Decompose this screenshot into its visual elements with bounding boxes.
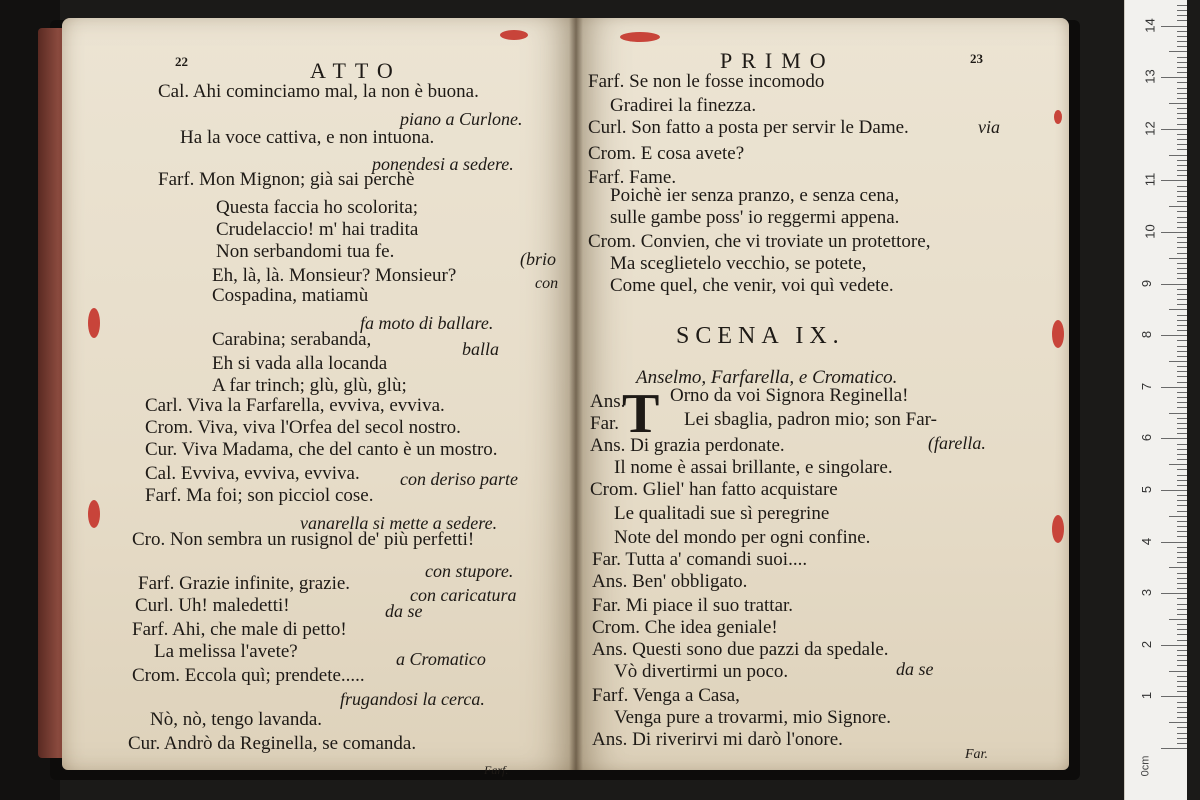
catchword: Far. xyxy=(965,747,988,762)
verse-line: Cur. Andrò da Reginella, se comanda. xyxy=(128,733,417,754)
ruler-tick xyxy=(1177,573,1187,574)
ruler-tick xyxy=(1177,609,1187,610)
ruler-number: 14 xyxy=(1142,17,1158,33)
ruler-tick xyxy=(1177,495,1187,496)
stage-direction: fa moto di ballare. xyxy=(360,313,494,333)
book-gutter xyxy=(569,18,583,770)
ruler-tick xyxy=(1169,516,1187,517)
verse-line: Crom. Convien, che vi troviate un protettore, xyxy=(588,231,931,252)
ruler-tick xyxy=(1177,712,1187,713)
ruler-tick xyxy=(1177,237,1187,238)
verse-line: A far trinch; glù, glù, glù; xyxy=(212,375,407,396)
ruler-tick xyxy=(1161,77,1187,78)
ruler-tick xyxy=(1169,309,1187,310)
ruler-tick xyxy=(1169,567,1187,568)
ruler-tick xyxy=(1177,289,1187,290)
ruler-tick xyxy=(1177,366,1187,367)
ruler-tick xyxy=(1177,247,1187,248)
verse-line: Lei sbaglia, padron mio; son Far- xyxy=(684,409,937,430)
ruler-tick xyxy=(1177,402,1187,403)
red-stain xyxy=(1052,515,1064,543)
ruler-number: 11 xyxy=(1142,173,1158,187)
ruler-tick xyxy=(1177,629,1187,630)
ruler-tick xyxy=(1177,325,1187,326)
ruler-tick xyxy=(1161,335,1187,336)
ruler-tick xyxy=(1169,206,1187,207)
verse-line: Ans. Ben' obbligato. xyxy=(592,571,748,592)
right-running-header: PRIMO xyxy=(720,48,835,73)
verse-line: Le qualitadi sue sì peregrine xyxy=(614,503,830,524)
stage-direction: frugandosi la cerca. xyxy=(340,689,485,709)
verse-line: Ma sceglietelo vecchio, se potete, xyxy=(610,253,867,274)
ruler-tick xyxy=(1177,526,1187,527)
ruler-tick xyxy=(1177,702,1187,703)
ruler-tick xyxy=(1177,397,1187,398)
left-page-number: 22 xyxy=(175,54,188,69)
left-running-header: ATTO xyxy=(310,58,402,83)
ruler-tick xyxy=(1177,624,1187,625)
ruler-tick xyxy=(1177,356,1187,357)
ruler-tick xyxy=(1177,743,1187,744)
verse-line: Gradirei la finezza. xyxy=(610,95,757,116)
ruler-tick xyxy=(1177,134,1187,135)
ruler-tick xyxy=(1177,20,1187,21)
ruler-tick xyxy=(1177,444,1187,445)
verse-line: Non serbandomi tua fe. xyxy=(216,241,395,262)
measuring-ruler xyxy=(1124,0,1187,800)
ruler-tick xyxy=(1177,588,1187,589)
ruler-tick xyxy=(1177,217,1187,218)
ruler-number: 9 xyxy=(1139,279,1155,287)
ruler-tick xyxy=(1177,273,1187,274)
ruler-tick xyxy=(1177,201,1187,202)
ruler-tick xyxy=(1177,57,1187,58)
ruler-tick xyxy=(1177,578,1187,579)
ruler-tick xyxy=(1177,67,1187,68)
ruler-tick xyxy=(1177,676,1187,677)
ruler-tick xyxy=(1177,15,1187,16)
ruler-tick xyxy=(1177,299,1187,300)
red-stain xyxy=(88,308,100,338)
verse-line: Ans. Questi sono due pazzi da spedale. xyxy=(592,639,889,660)
ruler-tick xyxy=(1169,722,1187,723)
speaker-label: Far. xyxy=(590,413,620,434)
ruler-tick xyxy=(1177,480,1187,481)
ruler-tick xyxy=(1161,490,1187,491)
ruler-tick xyxy=(1177,191,1187,192)
ruler-tick xyxy=(1177,88,1187,89)
ruler-tick xyxy=(1177,340,1187,341)
stage-direction: via xyxy=(978,117,1000,137)
ruler-tick xyxy=(1177,738,1187,739)
verse-line: Cal. Ahi cominciamo mal, la non è buona. xyxy=(158,81,479,102)
ruler-number: 1 xyxy=(1139,692,1155,700)
ruler-tick xyxy=(1177,149,1187,150)
ruler-tick xyxy=(1177,72,1187,73)
stage-direction: con caricatura xyxy=(410,585,517,605)
ruler-tick xyxy=(1177,407,1187,408)
ruler-tick xyxy=(1177,531,1187,532)
stage-direction: da se xyxy=(896,659,934,679)
ruler-tick xyxy=(1177,62,1187,63)
ruler-tick xyxy=(1177,392,1187,393)
verse-line: Cospadina, matiamù xyxy=(212,285,369,306)
verse-line: Ans. Di riverirvi mi darò l'onore. xyxy=(592,729,843,750)
ruler-tick xyxy=(1177,717,1187,718)
verse-line: Cal. Evviva, evviva, evviva. xyxy=(145,463,360,484)
ruler-tick xyxy=(1169,619,1187,620)
ruler-tick xyxy=(1177,536,1187,537)
ruler-tick xyxy=(1177,640,1187,641)
scene-characters: Anselmo, Farfarella, e Cromatico. xyxy=(636,367,898,388)
ruler-tick xyxy=(1177,733,1187,734)
ruler-tick xyxy=(1177,330,1187,331)
verse-line: Crudelaccio! m' hai tradita xyxy=(216,219,419,240)
verse-line: Farf. Ahi, che male di petto! xyxy=(132,619,347,640)
ruler-tick xyxy=(1177,268,1187,269)
ruler-tick xyxy=(1177,511,1187,512)
catchword: Farf. xyxy=(484,763,509,777)
verse-line: Eh si vada alla locanda xyxy=(212,353,388,374)
red-stain xyxy=(1054,110,1062,124)
verse-line: Note del mondo per ogni confine. xyxy=(614,527,871,548)
verse-line: Ha la voce cattiva, e non intuona. xyxy=(180,127,435,148)
speaker-label: Ans. xyxy=(590,391,626,412)
ruler-tick xyxy=(1177,170,1187,171)
ruler-number: 12 xyxy=(1142,121,1158,136)
ruler-tick xyxy=(1177,82,1187,83)
ruler-number: 2 xyxy=(1139,640,1155,648)
ruler-tick xyxy=(1177,665,1187,666)
ruler-tick xyxy=(1177,304,1187,305)
ruler-tick xyxy=(1177,315,1187,316)
verse-line: sulle gambe poss' io reggermi appena. xyxy=(610,207,900,228)
stage-direction: piano a Curlone. xyxy=(400,109,523,129)
verse-line: Far. Mi piace il suo trattar. xyxy=(592,595,794,616)
ruler-number: 8 xyxy=(1139,331,1155,339)
ruler-tick xyxy=(1177,253,1187,254)
ruler-tick xyxy=(1169,413,1187,414)
ruler-tick xyxy=(1177,562,1187,563)
ruler-tick xyxy=(1177,660,1187,661)
verse-line: Farf. Mon Mignon; già sai perchè xyxy=(158,169,415,190)
verse-line: Poichè ier senza pranzo, e senza cena, xyxy=(610,185,900,206)
verse-line: Ans. Di grazia perdonate. xyxy=(590,435,785,456)
scene-heading: SCENA IX. xyxy=(676,323,845,349)
stage-direction: (farella. xyxy=(928,433,986,453)
ruler-number: 6 xyxy=(1139,434,1155,442)
ruler-number: 3 xyxy=(1139,589,1155,597)
ruler-tick xyxy=(1177,505,1187,506)
verse-line: Crom. Viva, viva l'Orfea del secol nostro. xyxy=(145,417,461,438)
verse-line: Come quel, che venir, voi quì vedete. xyxy=(610,275,894,296)
ruler-tick xyxy=(1177,604,1187,605)
ruler-tick xyxy=(1177,727,1187,728)
ruler-tick xyxy=(1177,263,1187,264)
ruler-tick xyxy=(1177,650,1187,651)
ruler-tick xyxy=(1177,139,1187,140)
ruler-tick xyxy=(1177,681,1187,682)
ruler-tick xyxy=(1177,124,1187,125)
verse-line: Cur. Viva Madama, che del canto è un mostro. xyxy=(145,439,498,460)
ruler-tick xyxy=(1161,284,1187,285)
ruler-tick xyxy=(1177,454,1187,455)
stage-direction: con xyxy=(535,275,559,292)
ruler-tick xyxy=(1177,160,1187,161)
ruler-tick xyxy=(1177,346,1187,347)
ruler-tick xyxy=(1177,557,1187,558)
ruler-tick xyxy=(1177,320,1187,321)
verse-line: Eh, là, là. Monsieur? Monsieur? xyxy=(212,265,457,286)
stage-direction: vanarella si mette a sedere. xyxy=(300,513,498,533)
ruler-tick xyxy=(1161,593,1187,594)
verse-line: Venga pure a trovarmi, mio Signore. xyxy=(614,707,892,728)
verse-line: Carabina; serabanda, xyxy=(212,329,372,350)
verse-line: Crom. Eccola quì; prendete..... xyxy=(132,665,365,686)
ruler-tick xyxy=(1161,26,1187,27)
verse-line: Orno da voi Signora Reginella! xyxy=(670,385,909,406)
ruler-unit-label: 0cm xyxy=(1139,755,1152,777)
red-stain xyxy=(620,32,660,42)
ruler-tick xyxy=(1177,41,1187,42)
red-stain xyxy=(500,30,528,40)
verse-line: La melissa l'avete? xyxy=(154,641,298,662)
ruler-tick xyxy=(1177,108,1187,109)
ruler-tick xyxy=(1177,227,1187,228)
ruler-number: 10 xyxy=(1142,224,1158,239)
ruler-tick xyxy=(1177,5,1187,6)
ruler-tick xyxy=(1161,180,1187,181)
ruler-number: 13 xyxy=(1142,69,1158,84)
right-page-number: 23 xyxy=(970,51,983,66)
ruler-tick xyxy=(1177,382,1187,383)
ruler-tick xyxy=(1177,175,1187,176)
ruler-tick xyxy=(1177,376,1187,377)
ruler-tick xyxy=(1177,371,1187,372)
ruler-tick xyxy=(1161,696,1187,697)
ruler-tick xyxy=(1177,242,1187,243)
ruler-tick xyxy=(1177,686,1187,687)
ruler-tick xyxy=(1177,547,1187,548)
ruler-tick xyxy=(1177,36,1187,37)
ruler-tick xyxy=(1161,232,1187,233)
ruler-tick xyxy=(1177,485,1187,486)
red-stain xyxy=(88,500,100,528)
ruler-tick xyxy=(1177,583,1187,584)
ruler-tick xyxy=(1177,222,1187,223)
stage-direction: da se xyxy=(385,601,423,621)
verse-line: Far. Tutta a' comandi suoi.... xyxy=(592,549,808,570)
verse-line: Crom. Che idea geniale! xyxy=(592,617,778,638)
ruler-tick xyxy=(1177,428,1187,429)
ruler-tick xyxy=(1161,387,1187,388)
verse-line: Questa faccia ho scolorita; xyxy=(216,197,419,218)
verse-line: Vò divertirmi un poco. xyxy=(614,661,789,682)
verse-line: Farf. Fame. xyxy=(588,167,677,188)
ruler-tick xyxy=(1169,155,1187,156)
ruler-tick xyxy=(1177,521,1187,522)
ruler-tick xyxy=(1177,614,1187,615)
verse-line: Il nome è assai brillante, e singolare. xyxy=(614,457,893,478)
ruler-tick xyxy=(1169,671,1187,672)
verse-line: Crom. E cosa avete? xyxy=(588,143,745,164)
ruler-tick xyxy=(1177,500,1187,501)
ruler-tick xyxy=(1169,103,1187,104)
verse-line: Farf. Grazie infinite, grazie. xyxy=(138,573,351,594)
ruler-number: 7 xyxy=(1139,382,1155,390)
stage-direction: con deriso parte xyxy=(400,469,518,489)
ruler-tick xyxy=(1177,598,1187,599)
verse-line: Crom. Gliel' han fatto acquistare xyxy=(590,479,838,500)
verse-line: Carl. Viva la Farfarella, evviva, evviva. xyxy=(145,395,445,416)
ruler-tick xyxy=(1177,707,1187,708)
ruler-tick xyxy=(1177,691,1187,692)
ruler-tick xyxy=(1161,542,1187,543)
ruler-tick xyxy=(1169,464,1187,465)
ruler-tick xyxy=(1177,418,1187,419)
verse-line: Farf. Venga a Casa, xyxy=(592,685,740,706)
verse-line: Farf. Se non le fosse incomodo xyxy=(588,71,825,92)
ruler-tick xyxy=(1177,423,1187,424)
ruler-tick xyxy=(1177,10,1187,11)
verse-line: Farf. Ma foi; son picciol cose. xyxy=(145,485,374,506)
ruler-number: 5 xyxy=(1139,485,1155,494)
ruler-tick xyxy=(1177,118,1187,119)
ruler-tick xyxy=(1177,552,1187,553)
verse-line: Nò, nò, tengo lavanda. xyxy=(150,709,323,730)
ruler-tick xyxy=(1177,46,1187,47)
ruler-tick xyxy=(1177,278,1187,279)
verse-line: Curl. Son fatto a posta per servir le Dame. xyxy=(588,117,909,138)
ruler-number: 4 xyxy=(1139,537,1155,545)
ruler-tick xyxy=(1177,93,1187,94)
red-stain xyxy=(1052,320,1064,348)
stage-direction: balla xyxy=(462,339,500,359)
ruler-tick xyxy=(1177,469,1187,470)
stage-direction: ponendesi a sedere. xyxy=(372,154,514,174)
ruler-tick xyxy=(1177,144,1187,145)
ruler-tick xyxy=(1177,31,1187,32)
ruler-tick xyxy=(1177,655,1187,656)
ruler-tick xyxy=(1169,361,1187,362)
ruler-tick xyxy=(1177,449,1187,450)
ruler-tick xyxy=(1177,433,1187,434)
ruler-tick xyxy=(1161,645,1187,646)
ruler-tick xyxy=(1161,438,1187,439)
ruler-tick xyxy=(1177,211,1187,212)
drop-cap: T xyxy=(622,383,660,445)
ruler-tick xyxy=(1177,98,1187,99)
ruler-tick xyxy=(1177,186,1187,187)
stage-direction: a Cromatico xyxy=(396,649,486,669)
ruler-tick xyxy=(1161,748,1187,749)
ruler-tick xyxy=(1177,294,1187,295)
stage-direction: (brio xyxy=(520,249,556,269)
ruler-tick xyxy=(1177,475,1187,476)
ruler-tick xyxy=(1177,113,1187,114)
verse-line: Cro. Non sembra un rusignol de' più perfetti! xyxy=(132,529,475,550)
ruler-tick xyxy=(1161,129,1187,130)
ruler-tick xyxy=(1169,258,1187,259)
ruler-tick xyxy=(1169,51,1187,52)
ruler-tick xyxy=(1177,459,1187,460)
verse-line: Curl. Uh! maledetti! xyxy=(135,595,290,616)
ruler-tick xyxy=(1177,196,1187,197)
ruler-tick xyxy=(1177,165,1187,166)
stage-direction: con stupore. xyxy=(425,561,514,581)
ruler-tick xyxy=(1177,351,1187,352)
ruler-tick xyxy=(1177,634,1187,635)
